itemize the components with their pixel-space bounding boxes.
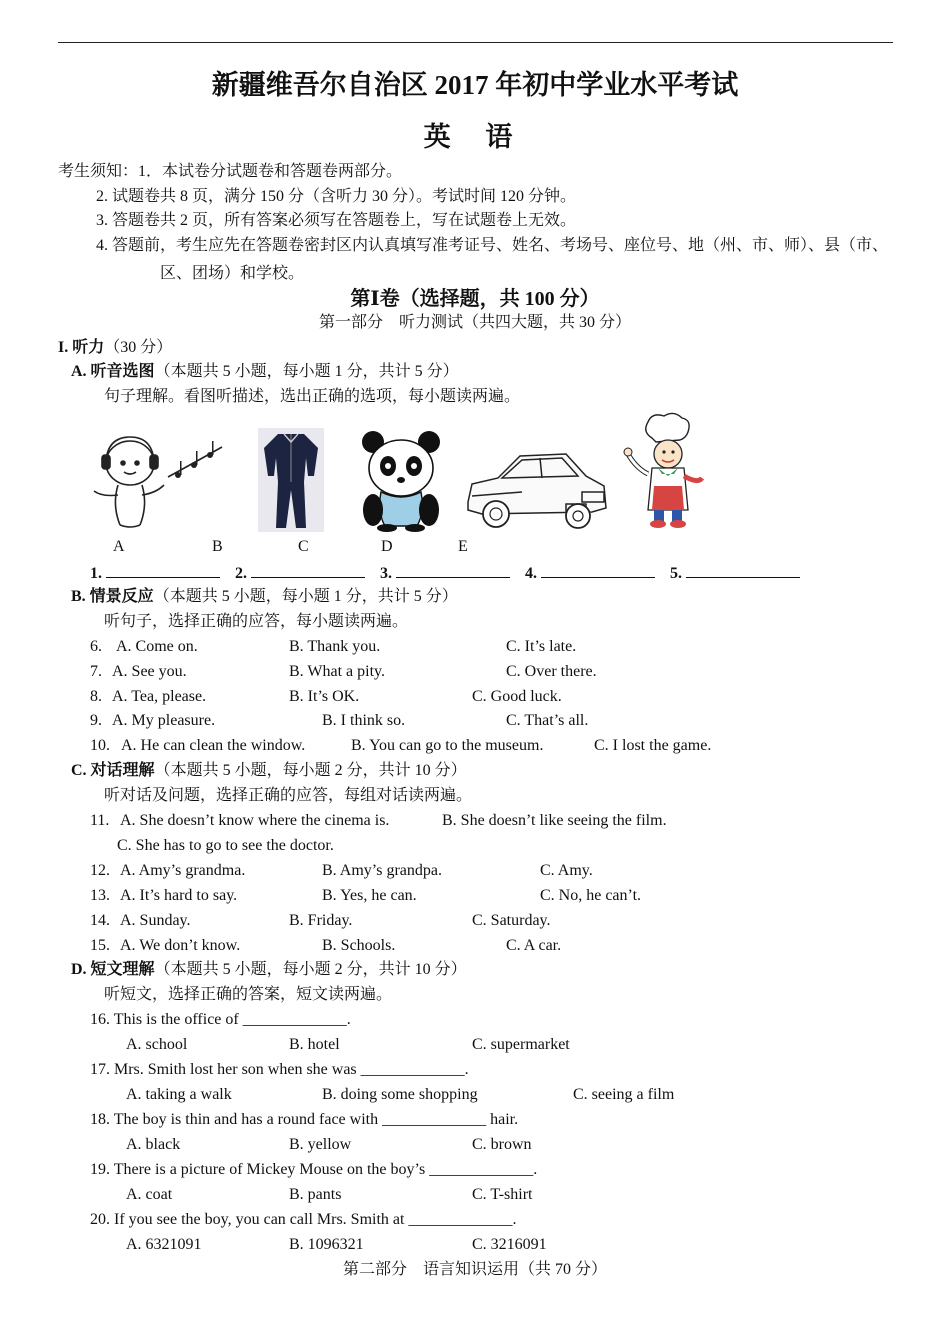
section-b-note: （本题共 5 小题，每小题 1 分，共计 5 分） [153,588,458,605]
option-a[interactable]: A. Sunday. [120,912,191,929]
chef-icon [618,410,708,532]
answer-blank-1-num: 1. [90,565,102,582]
answer-blank-3-num: 3. [380,565,392,582]
option-b[interactable]: B. Schools. [322,937,396,954]
section-c-instruction: 听对话及问题，选择正确的应答，每组对话读两遍。 [104,787,473,804]
option-c[interactable]: C. Amy. [540,862,593,879]
option-c[interactable]: C. supermarket [472,1036,570,1053]
option-c[interactable]: C. brown [472,1136,532,1153]
car-icon [462,448,610,534]
answer-blank-3[interactable] [380,562,510,584]
notice-item-1: 1．本试卷分试题卷和答题卷两部分。 [138,163,403,180]
answer-blank-4[interactable] [525,562,655,584]
section-a-instruction: 句子理解。看图听描述，选出正确的选项，每小题读两遍。 [104,388,521,405]
picture-label-b: B [212,538,223,555]
option-c[interactable]: C. A car. [506,937,562,954]
answer-blank-5[interactable] [670,562,800,584]
section-b-instruction: 听句子，选择正确的应答，每小题读两遍。 [104,613,409,630]
option-b[interactable]: B. Thank you. [289,638,381,655]
question-stem: 18. The boy is thin and has a round face with _____________ hair. [90,1111,519,1128]
question-num: 15. [90,937,110,954]
notice-line-1 [58,162,402,182]
option-b[interactable]: B. hotel [289,1036,340,1053]
option-a[interactable]: A. school [126,1036,188,1053]
picture-label-d: D [381,538,393,555]
option-b[interactable]: B. pants [289,1186,342,1203]
question-stem: 17. Mrs. Smith lost her son when she was _____________. [90,1061,469,1078]
exam-title: 新疆维吾尔自治区 2017 年初中学业水平考试 [211,70,739,100]
headphones-child-icon [90,425,230,535]
option-a[interactable]: A. Tea, please. [112,688,207,705]
option-b[interactable]: B. You can go to the museum. [351,737,544,754]
option-c[interactable]: C. Over there. [506,663,597,680]
option-b[interactable]: B. Yes, he can. [322,887,417,904]
answer-blank-2[interactable] [235,562,365,584]
section-d-note: （本题共 5 小题，每小题 2 分，共计 10 分） [154,961,467,978]
section-c-heading [71,761,467,781]
option-a[interactable]: A. It’s hard to say. [120,887,238,904]
option-c[interactable]: C. Good luck. [472,688,562,705]
option-c[interactable]: C. Saturday. [472,912,551,929]
answer-blank-5-num: 5. [670,565,682,582]
notice-item-3: 3. 答题卷共 2 页，所有答案必须写在答题卷上，写在试题卷上无效。 [96,212,577,229]
section-d-heading [71,960,467,980]
option-c[interactable]: C. T-shirt [472,1186,533,1203]
option-c[interactable]: C. It’s late. [506,638,577,655]
option-c[interactable]: C. She has to go to see the doctor. [117,837,334,854]
option-b[interactable]: B. 1096321 [289,1236,364,1253]
option-a[interactable]: A. Come on. [116,638,198,655]
question-num: 10. [90,737,110,754]
section-1-score: （30 分） [104,339,173,356]
subject-title: 英 语 [423,122,527,152]
option-a[interactable]: A. She doesn’t know where the cinema is. [120,812,390,829]
question-stem: 16. This is the office of _____________. [90,1011,351,1028]
section-c-note: （本题共 5 小题，每小题 2 分，共计 10 分） [154,762,467,779]
answer-blank-2-num: 2. [235,565,247,582]
option-c[interactable]: C. No, he can’t. [540,887,642,904]
volume-1-title: 第Ⅰ卷（选择题，共 100 分） [350,288,600,310]
section-d-instruction: 听短文，选择正确的答案，短文读两遍。 [104,986,393,1003]
option-b[interactable]: B. I think so. [322,712,406,729]
option-c[interactable]: C. 3216091 [472,1236,547,1253]
section-1-heading [58,338,172,358]
notice-item-4-cont: 区、团场）和学校。 [160,265,305,282]
option-a[interactable]: A. He can clean the window. [121,737,306,754]
answer-blank-4-num: 4. [525,565,537,582]
option-b[interactable]: B. doing some shopping [322,1086,478,1103]
question-stem: 20. If you see the boy, you can call Mrs. Smith at _____________. [90,1211,517,1228]
option-a[interactable]: A. My pleasure. [112,712,216,729]
option-c[interactable]: C. seeing a film [573,1086,675,1103]
notice-item-4: 4. 答题前，考生应先在答题卷密封区内认真填写准考证号、姓名、考场号、座位号、地（州、市、师）、县（市、 [96,237,889,254]
question-num: 6. [90,638,102,655]
question-num: 12. [90,862,110,879]
section-d-label: D. 短文理解 [71,961,155,978]
section-a-label: A. 听音选图 [71,363,155,380]
question-num: 13. [90,887,110,904]
question-num: 11. [90,812,110,829]
part-1-title: 第一部分 听力测试（共四大题，共 30 分） [318,314,631,331]
option-b[interactable]: B. yellow [289,1136,352,1153]
section-c-label: C. 对话理解 [71,762,155,779]
option-b[interactable]: B. Friday. [289,912,353,929]
section-b-label: B. 情景反应 [71,588,154,605]
option-b[interactable]: B. Amy’s grandpa. [322,862,442,879]
option-a[interactable]: A. black [126,1136,181,1153]
option-a[interactable]: A. We don’t know. [120,937,241,954]
picture-label-e: E [458,538,468,555]
question-num: 8. [90,688,102,705]
tracksuit-icon [258,428,324,532]
question-num: 9. [90,712,102,729]
option-a[interactable]: A. coat [126,1186,173,1203]
question-stem: 19. There is a picture of Mickey Mouse on the boy’s _____________. [90,1161,538,1178]
panda-icon [355,428,447,532]
notice-label: 考生须知： [58,163,139,180]
answer-blank-1[interactable] [90,562,220,584]
option-a[interactable]: A. See you. [112,663,187,680]
notice-item-2: 2. 试题卷共 8 页，满分 150 分（含听力 30 分）。考试时间 120 分钟。 [96,188,577,205]
section-a-note: （本题共 5 小题，每小题 1 分，共计 5 分） [154,363,459,380]
section-b-heading [71,587,458,607]
option-b[interactable]: B. It’s OK. [289,688,360,705]
question-num: 14. [90,912,110,929]
picture-label-a: A [113,538,125,555]
option-c[interactable]: C. I lost the game. [594,737,712,754]
option-a[interactable]: A. 6321091 [126,1236,202,1253]
section-a-heading [71,362,459,382]
part-2-title: 第二部分 语言知识运用（共 70 分） [342,1261,607,1278]
option-c[interactable]: C. That’s all. [506,712,589,729]
option-b[interactable]: B. She doesn’t like seeing the film. [442,812,667,829]
section-1-label: I. 听力 [58,339,105,356]
picture-label-c: C [298,538,309,555]
option-a[interactable]: A. Amy’s grandma. [120,862,246,879]
header-rule [58,42,893,43]
option-a[interactable]: A. taking a walk [126,1086,232,1103]
option-b[interactable]: B. What a pity. [289,663,385,680]
question-num: 7. [90,663,102,680]
